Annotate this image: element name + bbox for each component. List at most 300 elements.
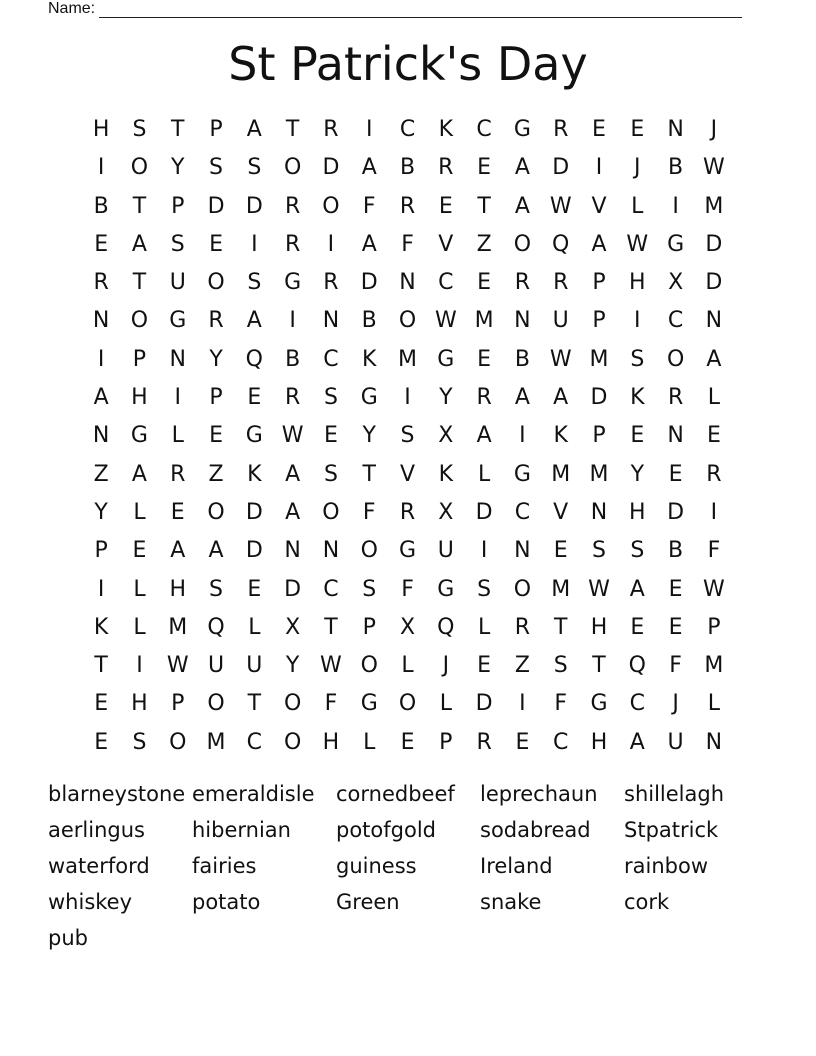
grid-letter[interactable]: O: [513, 231, 532, 257]
grid-letter[interactable]: J: [442, 653, 450, 679]
grid-letter[interactable]: M: [474, 308, 494, 334]
grid-letter[interactable]: B: [361, 308, 377, 334]
grid-letter[interactable]: O: [360, 653, 378, 679]
grid-letter[interactable]: D: [475, 499, 493, 525]
grid-letter[interactable]: M: [551, 576, 571, 602]
grid-letter[interactable]: A: [285, 461, 301, 487]
grid-letter[interactable]: M: [704, 193, 724, 219]
grid-letter[interactable]: O: [283, 691, 302, 717]
grid-letter[interactable]: N: [667, 423, 684, 449]
grid-letter[interactable]: W: [626, 231, 649, 257]
grid-letter[interactable]: P: [171, 193, 185, 219]
grid-letter[interactable]: B: [668, 155, 684, 181]
grid-letter[interactable]: N: [92, 423, 110, 449]
grid-letter[interactable]: S: [247, 270, 262, 296]
grid-letter[interactable]: O: [207, 270, 225, 296]
grid-letter[interactable]: R: [476, 385, 492, 411]
grid-letter[interactable]: G: [284, 270, 302, 296]
grid-letter[interactable]: K: [438, 117, 454, 142]
grid-letter[interactable]: T: [477, 193, 491, 219]
grid-letter[interactable]: Y: [94, 499, 108, 525]
grid-letter[interactable]: R: [208, 308, 224, 334]
grid-letter[interactable]: Z: [514, 653, 530, 679]
grid-letter[interactable]: E: [668, 614, 683, 640]
grid-letter[interactable]: L: [631, 193, 644, 219]
grid-letter[interactable]: D: [245, 538, 263, 564]
grid-letter[interactable]: G: [169, 308, 187, 334]
grid-letter[interactable]: C: [476, 117, 492, 142]
grid-letter[interactable]: J: [710, 117, 718, 142]
grid-letter[interactable]: I: [97, 155, 105, 181]
grid-letter[interactable]: P: [439, 729, 453, 755]
grid-letter[interactable]: R: [553, 117, 569, 142]
grid-letter[interactable]: L: [477, 614, 491, 640]
page-title: St Patrick's Day: [228, 37, 588, 91]
grid-letter[interactable]: Z: [208, 461, 224, 487]
grid-letter[interactable]: G: [360, 691, 378, 717]
grid-letter[interactable]: D: [322, 155, 340, 181]
grid-letter[interactable]: P: [209, 117, 223, 142]
grid-letter[interactable]: K: [553, 423, 568, 449]
grid-letter[interactable]: E: [668, 576, 683, 602]
grid-letter[interactable]: X: [285, 614, 301, 640]
grid-letter[interactable]: N: [514, 538, 531, 564]
grid-letter[interactable]: S: [630, 346, 645, 372]
grid-letter[interactable]: R: [438, 155, 454, 181]
grid-letter[interactable]: E: [706, 423, 721, 449]
grid-letter[interactable]: C: [514, 499, 531, 525]
grid-letter[interactable]: A: [361, 155, 377, 181]
grid-letter[interactable]: J: [672, 691, 679, 717]
grid-letter[interactable]: K: [247, 461, 262, 487]
grid-letter[interactable]: F: [362, 499, 376, 525]
grid-letter[interactable]: E: [477, 155, 492, 181]
grid-letter[interactable]: Q: [245, 346, 263, 372]
name-underline[interactable]: [99, 2, 742, 18]
grid-letter[interactable]: I: [480, 538, 488, 564]
grid-letter[interactable]: E: [247, 385, 262, 411]
grid-letter[interactable]: A: [706, 346, 722, 372]
grid-letter[interactable]: W: [434, 308, 457, 334]
grid-letter[interactable]: E: [630, 117, 645, 142]
grid-letter[interactable]: I: [97, 346, 105, 372]
grid-letter[interactable]: G: [513, 117, 531, 142]
grid-letter[interactable]: O: [398, 308, 417, 334]
grid-letter[interactable]: S: [132, 117, 147, 142]
grid-letter[interactable]: N: [667, 117, 684, 142]
grid-letter[interactable]: E: [209, 423, 223, 449]
grid-letter[interactable]: O: [130, 155, 149, 181]
grid-letter[interactable]: A: [93, 385, 109, 411]
grid-letter[interactable]: E: [477, 653, 492, 679]
grid-letter[interactable]: S: [247, 155, 262, 181]
grid-letter[interactable]: I: [672, 193, 679, 219]
grid-letter[interactable]: O: [130, 308, 149, 334]
grid-letter[interactable]: E: [515, 729, 530, 755]
grid-letter[interactable]: N: [322, 538, 340, 564]
grid-letter[interactable]: A: [285, 499, 301, 525]
grid-letter[interactable]: E: [94, 231, 109, 257]
grid-letter[interactable]: L: [707, 691, 721, 717]
grid-letter[interactable]: V: [438, 231, 454, 257]
grid-letter[interactable]: F: [401, 231, 414, 257]
grid-letter[interactable]: Y: [630, 461, 645, 487]
grid-letter[interactable]: N: [322, 308, 340, 334]
grid-letter[interactable]: R: [93, 270, 109, 296]
grid-letter[interactable]: E: [668, 461, 683, 487]
grid-letter[interactable]: P: [362, 614, 376, 640]
grid-letter[interactable]: N: [399, 270, 416, 296]
grid-letter[interactable]: I: [97, 576, 105, 602]
grid-letter[interactable]: H: [590, 729, 608, 755]
grid-letter[interactable]: W: [703, 155, 725, 181]
grid-letter[interactable]: S: [209, 155, 224, 181]
grid-letter[interactable]: K: [438, 461, 454, 487]
grid-letter[interactable]: X: [438, 423, 454, 449]
grid-letter[interactable]: S: [170, 231, 185, 257]
grid-letter[interactable]: U: [437, 538, 454, 564]
grid-letter[interactable]: M: [168, 614, 188, 640]
grid-letter[interactable]: S: [362, 576, 377, 602]
grid-letter[interactable]: F: [324, 691, 338, 717]
grid-letter[interactable]: E: [323, 423, 338, 449]
grid-letter[interactable]: A: [361, 231, 377, 257]
grid-letter[interactable]: N: [169, 346, 186, 372]
grid-letter[interactable]: C: [323, 346, 339, 372]
grid-letter[interactable]: I: [251, 231, 258, 257]
grid-letter[interactable]: L: [707, 385, 721, 411]
grid-letter[interactable]: T: [285, 117, 300, 142]
grid-letter[interactable]: M: [206, 729, 226, 755]
grid-letter[interactable]: T: [132, 270, 147, 296]
grid-letter[interactable]: E: [400, 729, 415, 755]
grid-letter[interactable]: I: [174, 385, 181, 411]
grid-letter[interactable]: P: [171, 691, 185, 717]
grid-letter[interactable]: R: [399, 193, 416, 219]
grid-letter[interactable]: E: [553, 538, 568, 564]
word-list-item: cornedbeef: [336, 782, 455, 806]
grid-letter[interactable]: E: [170, 499, 185, 525]
grid-letter[interactable]: H: [92, 117, 110, 142]
grid-letter[interactable]: F: [707, 538, 721, 564]
grid-letter[interactable]: T: [94, 653, 108, 679]
grid-letter[interactable]: S: [553, 653, 568, 679]
grid-letter[interactable]: G: [437, 576, 455, 602]
grid-letter[interactable]: G: [513, 461, 531, 487]
grid-letter[interactable]: E: [132, 538, 147, 564]
word-list-item: pub: [48, 926, 88, 950]
grid-letter[interactable]: L: [133, 576, 146, 602]
grid-letter[interactable]: B: [285, 346, 301, 372]
grid-letter[interactable]: R: [399, 499, 416, 525]
grid-letter[interactable]: I: [634, 308, 641, 334]
grid-letter[interactable]: R: [284, 231, 301, 257]
grid-letter[interactable]: O: [207, 691, 225, 717]
grid-letter[interactable]: C: [399, 117, 416, 142]
grid-letter[interactable]: Z: [93, 461, 109, 487]
grid-letter[interactable]: R: [706, 461, 722, 487]
grid-letter[interactable]: R: [514, 270, 531, 296]
grid-letter[interactable]: O: [283, 729, 302, 755]
grid-letter[interactable]: K: [362, 346, 377, 372]
grid-letter[interactable]: U: [246, 653, 263, 679]
grid-letter[interactable]: Y: [171, 155, 185, 181]
grid-letter[interactable]: I: [519, 423, 526, 449]
grid-letter[interactable]: V: [591, 193, 607, 219]
grid-letter[interactable]: C: [323, 576, 339, 602]
grid-letter[interactable]: O: [513, 576, 532, 602]
grid-letter[interactable]: I: [136, 653, 143, 679]
grid-letter[interactable]: C: [246, 729, 263, 755]
grid-letter[interactable]: T: [324, 614, 338, 640]
grid-letter[interactable]: I: [404, 385, 411, 411]
word-list-item: cork: [624, 890, 670, 914]
grid-letter[interactable]: U: [552, 308, 569, 334]
grid-letter[interactable]: I: [289, 308, 296, 334]
grid-letter[interactable]: L: [477, 461, 491, 487]
grid-letter[interactable]: L: [401, 653, 414, 679]
grid-letter[interactable]: L: [248, 614, 261, 640]
grid-letter[interactable]: R: [323, 270, 339, 296]
grid-letter[interactable]: S: [477, 576, 492, 602]
grid-letter[interactable]: A: [514, 155, 530, 181]
grid-letter[interactable]: I: [365, 117, 373, 142]
grid-letter[interactable]: E: [630, 614, 645, 640]
grid-letter[interactable]: F: [401, 576, 414, 602]
word-list-item: fairies: [192, 854, 257, 878]
grid-letter[interactable]: W: [166, 653, 189, 679]
grid-letter[interactable]: P: [592, 423, 606, 449]
word-list-item: sodabread: [480, 818, 591, 842]
grid-letter[interactable]: W: [549, 346, 572, 372]
grid-letter[interactable]: N: [514, 308, 531, 334]
grid-letter[interactable]: H: [131, 691, 148, 717]
grid-letter[interactable]: Y: [362, 423, 376, 449]
grid-letter[interactable]: G: [130, 423, 148, 449]
grid-letter[interactable]: G: [667, 231, 685, 257]
grid-letter[interactable]: P: [707, 614, 721, 640]
word-list-item: emeraldisle: [192, 782, 315, 806]
grid-letter[interactable]: A: [476, 423, 492, 449]
grid-letter[interactable]: G: [245, 423, 263, 449]
grid-letter[interactable]: P: [132, 346, 147, 372]
grid-letter[interactable]: E: [477, 270, 492, 296]
grid-letter[interactable]: A: [131, 231, 147, 257]
grid-letter[interactable]: T: [171, 117, 185, 142]
grid-letter[interactable]: E: [630, 423, 645, 449]
grid-letter[interactable]: D: [705, 270, 723, 296]
name-field[interactable]: [48, 0, 742, 18]
grid-letter[interactable]: M: [551, 461, 571, 487]
grid-letter[interactable]: Z: [476, 231, 492, 257]
grid-letter[interactable]: A: [208, 538, 224, 564]
grid-letter[interactable]: B: [668, 538, 684, 564]
grid-letter[interactable]: E: [247, 576, 262, 602]
grid-letter[interactable]: G: [398, 538, 417, 564]
grid-letter[interactable]: U: [667, 729, 684, 755]
grid-letter[interactable]: A: [514, 193, 530, 219]
grid-letter[interactable]: L: [439, 691, 452, 717]
grid-letter[interactable]: E: [94, 691, 109, 717]
grid-letter[interactable]: A: [246, 308, 262, 334]
grid-letter[interactable]: Q: [437, 614, 455, 640]
grid-letter[interactable]: W: [549, 193, 572, 219]
grid-letter[interactable]: N: [705, 729, 723, 755]
grid-letter[interactable]: R: [323, 117, 339, 142]
grid-letter[interactable]: P: [592, 270, 606, 296]
grid-letter[interactable]: W: [703, 576, 725, 602]
grid-letter[interactable]: D: [284, 576, 302, 602]
grid-letter[interactable]: W: [281, 423, 304, 449]
grid-letter[interactable]: I: [327, 231, 335, 257]
grid-letter[interactable]: R: [284, 193, 301, 219]
grid-letter[interactable]: H: [629, 270, 646, 296]
grid-letter[interactable]: I: [519, 691, 526, 717]
grid-letter[interactable]: T: [362, 461, 376, 487]
grid-letter[interactable]: R: [476, 729, 492, 755]
grid-letter[interactable]: Y: [285, 653, 300, 679]
grid-letter[interactable]: R: [170, 461, 186, 487]
grid-letter[interactable]: A: [170, 538, 186, 564]
grid-letter[interactable]: Y: [439, 385, 453, 411]
grid-letter[interactable]: A: [131, 461, 147, 487]
grid-letter[interactable]: S: [630, 538, 645, 564]
grid-letter[interactable]: L: [133, 614, 146, 640]
grid-letter[interactable]: J: [634, 155, 641, 181]
grid-letter[interactable]: H: [629, 499, 646, 525]
grid-letter[interactable]: N: [92, 308, 110, 334]
grid-letter[interactable]: R: [667, 385, 684, 411]
grid-letter[interactable]: N: [590, 499, 608, 525]
grid-letter[interactable]: H: [590, 614, 608, 640]
grid-letter[interactable]: T: [247, 691, 262, 717]
grid-letter[interactable]: N: [284, 538, 301, 564]
grid-letter[interactable]: I: [710, 499, 718, 525]
grid-letter[interactable]: Q: [552, 231, 570, 257]
grid-letter[interactable]: F: [554, 691, 568, 717]
grid-letter[interactable]: F: [669, 653, 682, 679]
grid-letter[interactable]: T: [132, 193, 147, 219]
word-list-item: leprechaun: [480, 782, 598, 806]
grid-letter[interactable]: C: [438, 270, 454, 296]
grid-letter[interactable]: N: [705, 308, 723, 334]
grid-letter[interactable]: E: [94, 729, 109, 755]
grid-letter[interactable]: X: [438, 499, 454, 525]
grid-letter[interactable]: B: [93, 193, 109, 219]
grid-letter[interactable]: E: [477, 346, 492, 372]
grid-letter[interactable]: D: [705, 231, 723, 257]
grid-letter[interactable]: D: [207, 193, 225, 219]
grid-letter[interactable]: G: [437, 346, 455, 372]
grid-letter[interactable]: G: [360, 385, 378, 411]
grid-letter[interactable]: A: [591, 231, 607, 257]
grid-letter[interactable]: Q: [207, 614, 225, 640]
grid-letter[interactable]: A: [629, 729, 645, 755]
grid-letter[interactable]: L: [363, 729, 376, 755]
grid-letter[interactable]: V: [399, 461, 416, 487]
grid-letter[interactable]: S: [592, 538, 606, 564]
grid-letter[interactable]: D: [552, 155, 570, 181]
grid-letter[interactable]: A: [246, 117, 262, 142]
grid-letter[interactable]: A: [514, 385, 530, 411]
grid-letter[interactable]: U: [207, 653, 225, 679]
grid-letter[interactable]: K: [93, 614, 109, 640]
grid-letter[interactable]: O: [207, 499, 225, 525]
grid-letter[interactable]: V: [553, 499, 569, 525]
grid-letter[interactable]: E: [438, 193, 453, 219]
grid-letter[interactable]: W: [320, 653, 342, 679]
grid-letter[interactable]: Y: [209, 346, 223, 372]
grid-letter[interactable]: E: [209, 231, 223, 257]
grid-letter[interactable]: C: [667, 308, 684, 334]
grid-letter[interactable]: M: [704, 653, 724, 679]
word-list-item: rainbow: [624, 854, 708, 878]
grid-letter[interactable]: A: [553, 385, 569, 411]
grid-letter[interactable]: R: [514, 614, 531, 640]
grid-letter[interactable]: S: [209, 576, 224, 602]
grid-letter[interactable]: S: [323, 461, 338, 487]
grid-letter[interactable]: E: [592, 117, 606, 142]
grid-letter[interactable]: P: [209, 385, 223, 411]
grid-letter[interactable]: P: [94, 538, 108, 564]
grid-letter[interactable]: G: [590, 691, 608, 717]
grid-letter[interactable]: T: [553, 614, 568, 640]
grid-letter[interactable]: A: [629, 576, 645, 602]
grid-letter[interactable]: H: [131, 385, 148, 411]
grid-letter[interactable]: L: [171, 423, 184, 449]
grid-letter[interactable]: O: [360, 538, 378, 564]
grid-letter[interactable]: D: [360, 270, 378, 296]
grid-letter[interactable]: U: [169, 270, 186, 296]
grid-letter[interactable]: S: [400, 423, 415, 449]
grid-letter[interactable]: O: [398, 691, 417, 717]
grid-letter[interactable]: K: [630, 385, 645, 411]
grid-letter[interactable]: D: [245, 193, 263, 219]
grid-letter[interactable]: M: [589, 346, 609, 372]
grid-letter[interactable]: D: [667, 499, 685, 525]
grid-letter[interactable]: O: [666, 346, 685, 372]
grid-letter[interactable]: C: [629, 691, 645, 717]
grid-letter[interactable]: T: [592, 653, 606, 679]
grid-letter[interactable]: O: [322, 193, 340, 219]
grid-letter[interactable]: S: [132, 729, 147, 755]
grid-letter[interactable]: O: [283, 155, 302, 181]
grid-letter[interactable]: Q: [628, 653, 646, 679]
grid-letter[interactable]: W: [588, 576, 610, 602]
grid-letter[interactable]: B: [514, 346, 530, 372]
grid-letter[interactable]: C: [553, 729, 569, 755]
grid-letter[interactable]: R: [553, 270, 569, 296]
grid-letter[interactable]: H: [169, 576, 187, 602]
grid-letter[interactable]: L: [133, 499, 146, 525]
grid-letter[interactable]: D: [590, 385, 608, 411]
grid-letter[interactable]: O: [322, 499, 340, 525]
grid-letter[interactable]: M: [398, 346, 418, 372]
grid-letter[interactable]: D: [245, 499, 263, 525]
grid-letter[interactable]: D: [475, 691, 493, 717]
grid-letter[interactable]: O: [169, 729, 187, 755]
grid-letter[interactable]: B: [399, 155, 416, 181]
grid-letter[interactable]: R: [284, 385, 301, 411]
grid-letter[interactable]: F: [362, 193, 376, 219]
grid-letter[interactable]: P: [592, 308, 606, 334]
grid-letter[interactable]: X: [668, 270, 684, 296]
grid-letter[interactable]: M: [589, 461, 609, 487]
grid-letter[interactable]: S: [323, 385, 338, 411]
grid-letter[interactable]: H: [322, 729, 340, 755]
grid-letter[interactable]: X: [399, 614, 416, 640]
grid-letter[interactable]: I: [595, 155, 603, 181]
